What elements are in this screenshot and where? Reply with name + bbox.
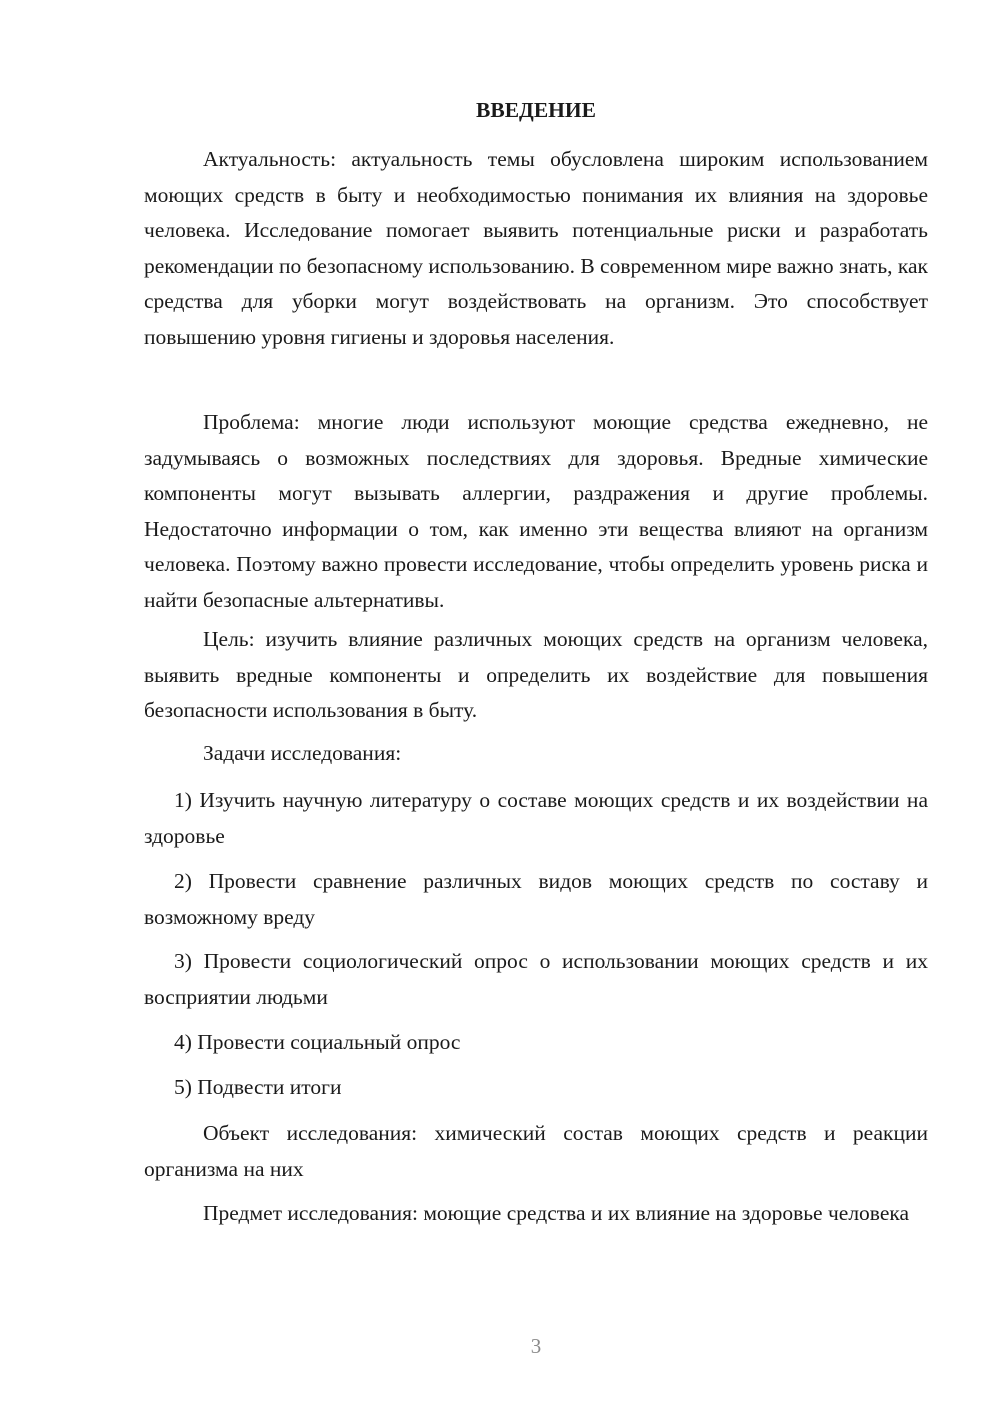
paragraph-problem: Проблема: многие люди используют моющие средства ежедневно, не задумываясь о возможных последствиях для здоровья. Вредные химические компоненты могут вызывать аллергии, раздражения и другие проблемы. Недостаточно информации о том, как именно эти вещества влияют на организм человека. Поэтому важно провести исследование, чтобы определить уровень риска и найти безопасные альтернативы.: [144, 410, 928, 612]
paragraph-subject: Предмет исследования: моющие средства и их влияние на здоровье человека: [203, 1201, 910, 1225]
tasks-title: Задачи исследования:: [203, 741, 402, 765]
page-number: 3: [530, 1334, 542, 1358]
section-heading: ВВЕДЕНИЕ: [476, 98, 596, 122]
task-item: 4) Провести социальный опрос: [174, 1030, 461, 1054]
task-item: 3) Провести социологический опрос о использовании моющих средств и их восприятии людьми: [144, 949, 928, 1009]
paragraph-object: Объект исследования: химический состав моющих средств и реакции организма на них: [144, 1121, 928, 1181]
task-item: 1) Изучить научную литературу о составе моющих средств и их воздействии на здоровье: [144, 788, 928, 848]
paragraph-relevance: Актуальность: актуальность темы обусловлена широким использованием моющих средств в быту и необходимостью понимания их влияния на здоровье человека. Исследование помогает выявить потенциальные риски и разработать рекомендации по безопасному использованию. В современном мире важно знать, как средства для уборки могут воздействовать на организм. Это способствует повышению уровня гигиены и здоровья населения.: [144, 147, 928, 349]
paragraph-goal: Цель: изучить влияние различных моющих средств на организм человека, выявить вредные компоненты и определить их воздействие для повышения безопасности использования в быту.: [144, 627, 928, 722]
task-item: 5) Подвести итоги: [174, 1075, 342, 1099]
task-item: 2) Провести сравнение различных видов моющих средств по составу и возможному вреду: [144, 869, 928, 929]
